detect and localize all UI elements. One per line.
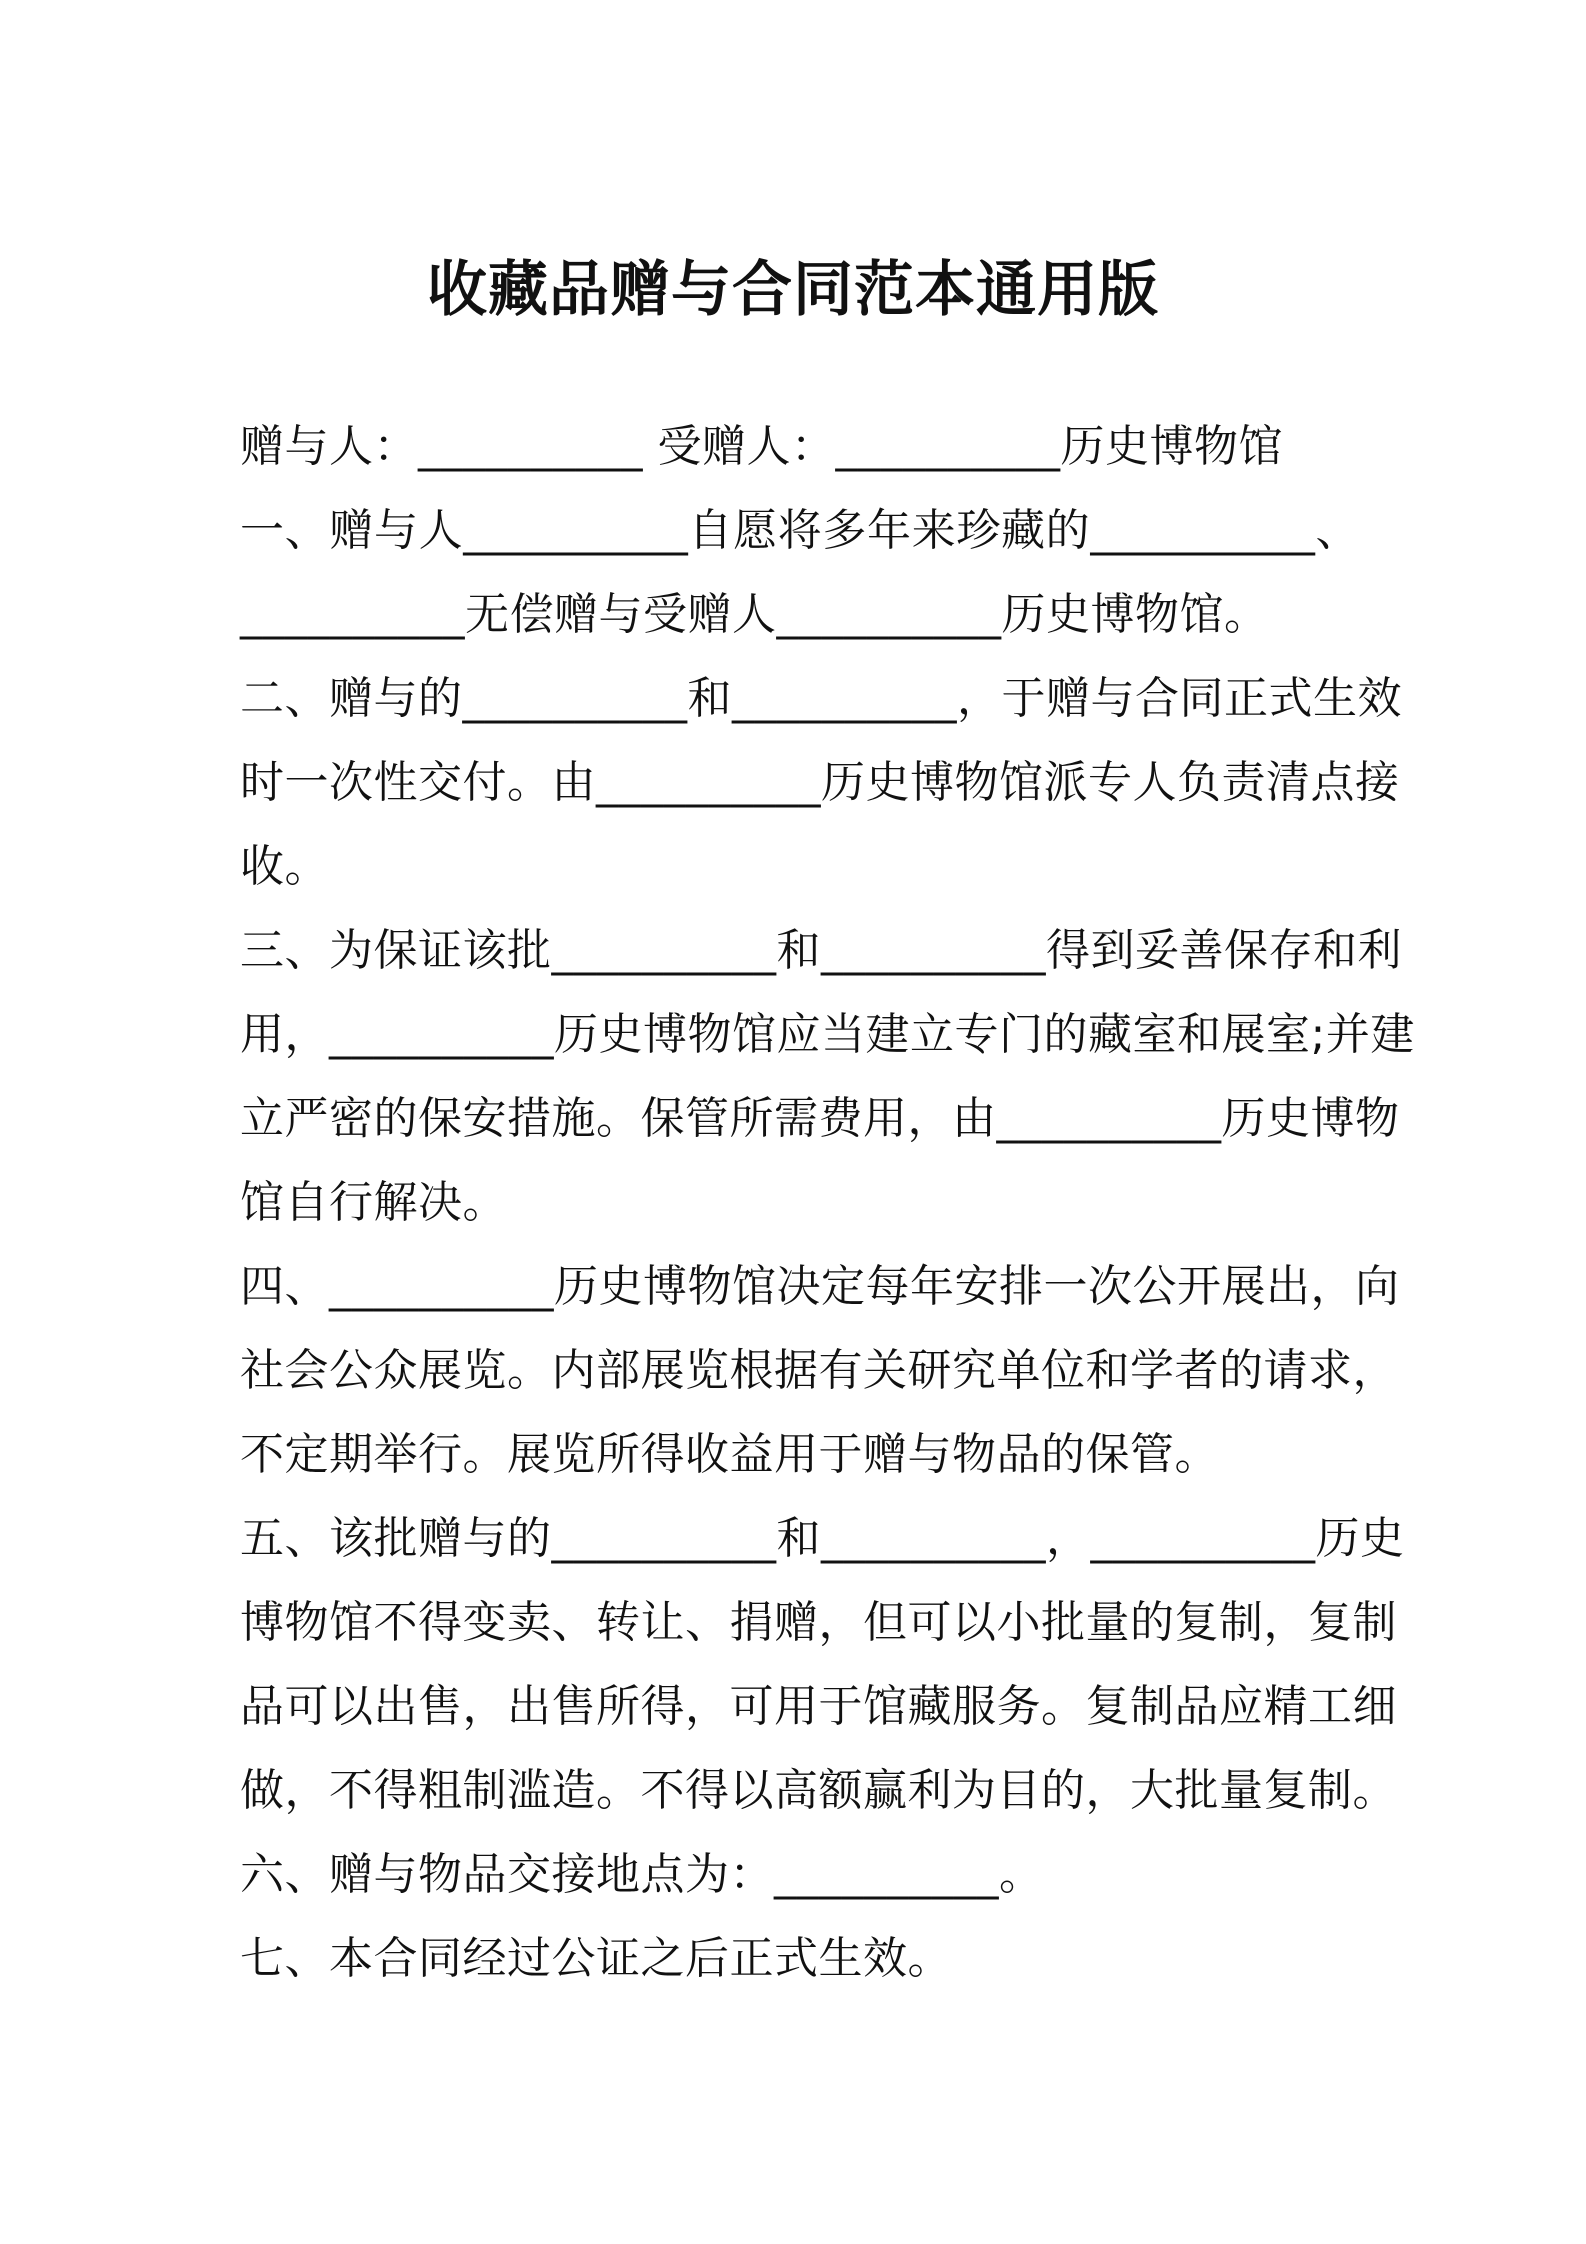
clause-2-line-3: 收。 <box>240 841 329 892</box>
clause-3-line-1: 三、为保证该批__________和__________得到妥善保存和利 <box>240 925 1402 976</box>
clause-7-line: 七、本合同经过公证之后正式生效。 <box>240 1933 952 1984</box>
clause-3-line-4: 馆自行解决。 <box>240 1177 507 1228</box>
clause-5-line-3: 品可以出售，出售所得，可用于馆藏服务。复制品应精工细 <box>240 1681 1397 1732</box>
clause-4-line-2: 社会公众展览。内部展览根据有关研究单位和学者的请求， <box>240 1345 1397 1396</box>
clause-5-line-1: 五、该批赠与的__________和__________，__________历史 <box>240 1513 1405 1564</box>
clause-1-line-1: 一、赠与人__________自愿将多年来珍藏的__________、 <box>240 505 1360 556</box>
contract-body <box>240 405 1415 2001</box>
parties-line: 赠与人：__________ 受赠人：__________历史博物馆 <box>240 421 1283 472</box>
clause-4-line-1: 四、__________历史博物馆决定每年安排一次公开展出，向 <box>240 1261 1400 1312</box>
clause-3-line-3: 立严密的保安措施。保管所需费用，由__________历史博物 <box>240 1093 1400 1144</box>
clause-5-line-2: 博物馆不得变卖、转让、捐赠，但可以小批量的复制，复制 <box>240 1597 1397 1648</box>
clause-4-line-3: 不定期举行。展览所得收益用于赠与物品的保管。 <box>240 1429 1219 1480</box>
clause-1-line-2: __________无偿赠与受赠人__________历史博物馆。 <box>240 589 1269 640</box>
clause-3-line-2: 用，__________历史博物馆应当建立专门的藏室和展室;并建 <box>240 1009 1415 1060</box>
clause-6-line: 六、赠与物品交接地点为：__________。 <box>240 1849 1044 1900</box>
clause-5-line-4: 做，不得粗制滥造。不得以高额赢利为目的，大批量复制。 <box>240 1765 1397 1816</box>
clause-2-line-1: 二、赠与的__________和__________，于赠与合同正式生效 <box>240 673 1402 724</box>
document-title: 收藏品赠与合同范本通用版 <box>427 255 1159 325</box>
clause-2-line-2: 时一次性交付。由__________历史博物馆派专人负责清点接 <box>240 757 1400 808</box>
